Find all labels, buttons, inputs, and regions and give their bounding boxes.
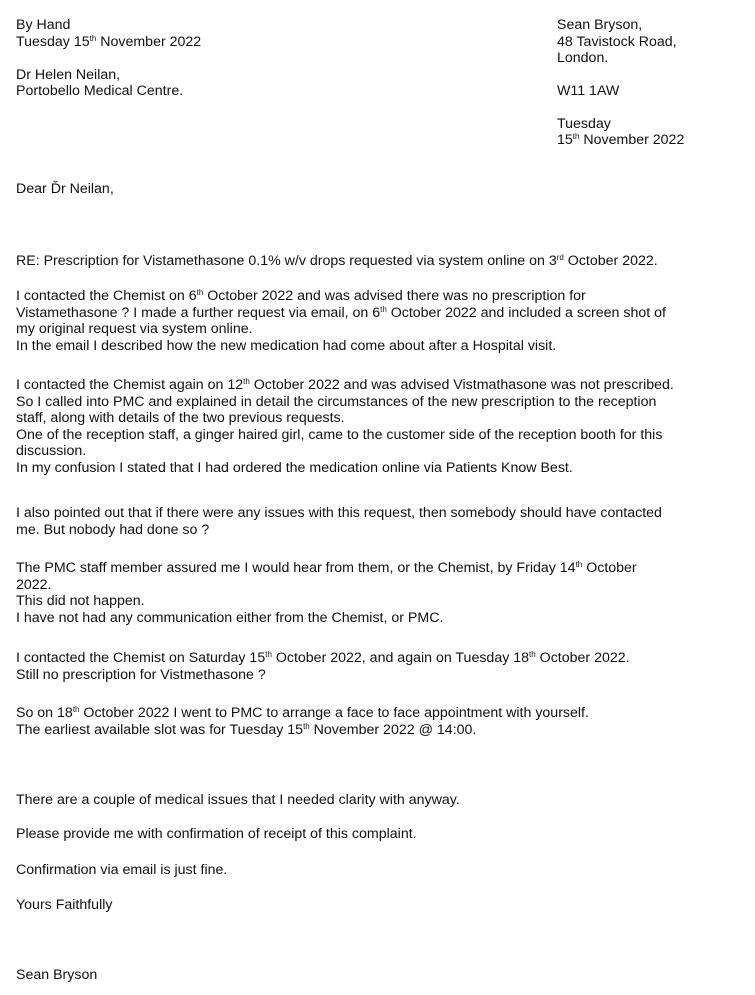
header-date: Tuesday 15th November 2022 <box>16 34 202 50</box>
sender-day: Tuesday <box>557 116 611 132</box>
closing: Yours Faithfully <box>16 897 113 913</box>
paragraph-line: I contacted the Chemist on 6th October 2022 and was advised there was no prescription for <box>16 288 586 304</box>
paragraph-7: There are a couple of medical issues that I needed clarity with anyway. <box>16 792 460 808</box>
sender-date: 15th November 2022 <box>557 132 685 148</box>
paragraph-line: staff, along with details of the two previous requests. <box>16 410 345 426</box>
paragraph-line: Vistamethasone ? I made a further request via email, on 6th October 2022 and included a screen shot of <box>16 304 666 321</box>
paragraph-3 <box>16 505 662 538</box>
paragraph-line: my original request via system online. <box>16 321 253 337</box>
paragraph-8: Please provide me with confirmation of receipt of this complaint. <box>16 826 417 842</box>
recipient-organisation: Portobello Medical Centre. <box>16 83 184 99</box>
paragraph-line: The PMC staff member assured me I would hear from them, or the Chemist, by Friday 14th October <box>16 560 637 576</box>
paragraph-6 <box>16 705 589 738</box>
sender-postcode: W11 1AW <box>557 83 620 99</box>
paragraph-line: discussion. <box>16 443 87 459</box>
paragraph-line: So I called into PMC and explained in detail the circumstances of the new prescription to the reception <box>16 393 657 410</box>
paragraph-5 <box>16 650 630 683</box>
paragraph-line: One of the reception staff, a ginger haired girl, came to the customer side of the reception booth for this <box>16 426 663 443</box>
paragraph-line: Still no prescription for Vistmethasone ? <box>16 666 266 683</box>
recipient-name: Dr Helen Neilan, <box>16 67 121 83</box>
paragraph-line: In the email I described how the new medication had come about after a Hospital visit. <box>16 337 557 354</box>
re-line: RE: Prescription for Vistamethasone 0.1% w/v drops requested via system online on 3rd October 2022. <box>16 253 658 269</box>
paragraph-9: Confirmation via email is just fine. <box>16 862 228 878</box>
signature-name: Sean Bryson <box>16 967 98 983</box>
paragraph-line: So on 18th October 2022 I went to PMC to arrange a face to face appointment with yourself. <box>16 705 589 721</box>
paragraph-line: I contacted the Chemist again on 12th October 2022 and was advised Vistmathasone was not prescribed. <box>16 377 674 393</box>
paragraph-line: I have not had any communication either from the Chemist, or PMC. <box>16 609 444 626</box>
paragraph-line: The earliest available slot was for Tuesday 15th November 2022 @ 14:00. <box>16 721 477 738</box>
paragraph-line: This did not happen. <box>16 593 145 609</box>
paragraph-line: me. But nobody had done so ? <box>16 521 210 538</box>
paragraph-4 <box>16 560 637 626</box>
paragraph-line: 2022. <box>16 576 52 593</box>
paragraph-line: I contacted the Chemist on Saturday 15th October 2022, and again on Tuesday 18th October 2022. <box>16 650 630 666</box>
sender-street: 48 Tavistock Road, <box>557 34 677 50</box>
paragraph-1 <box>16 288 666 354</box>
sender-city: London. <box>557 50 609 66</box>
delivery-method: By Hand <box>16 17 71 33</box>
paragraph-line: In my confusion I stated that I had ordered the medication online via Patients Know Best. <box>16 459 573 476</box>
paragraph-line: I also pointed out that if there were any issues with this request, then somebody should have contacted <box>16 505 662 521</box>
salutation: Dear Ďr Neilan, <box>16 181 114 197</box>
paragraph-2 <box>16 377 674 476</box>
sender-name: Sean Bryson, <box>557 17 643 33</box>
